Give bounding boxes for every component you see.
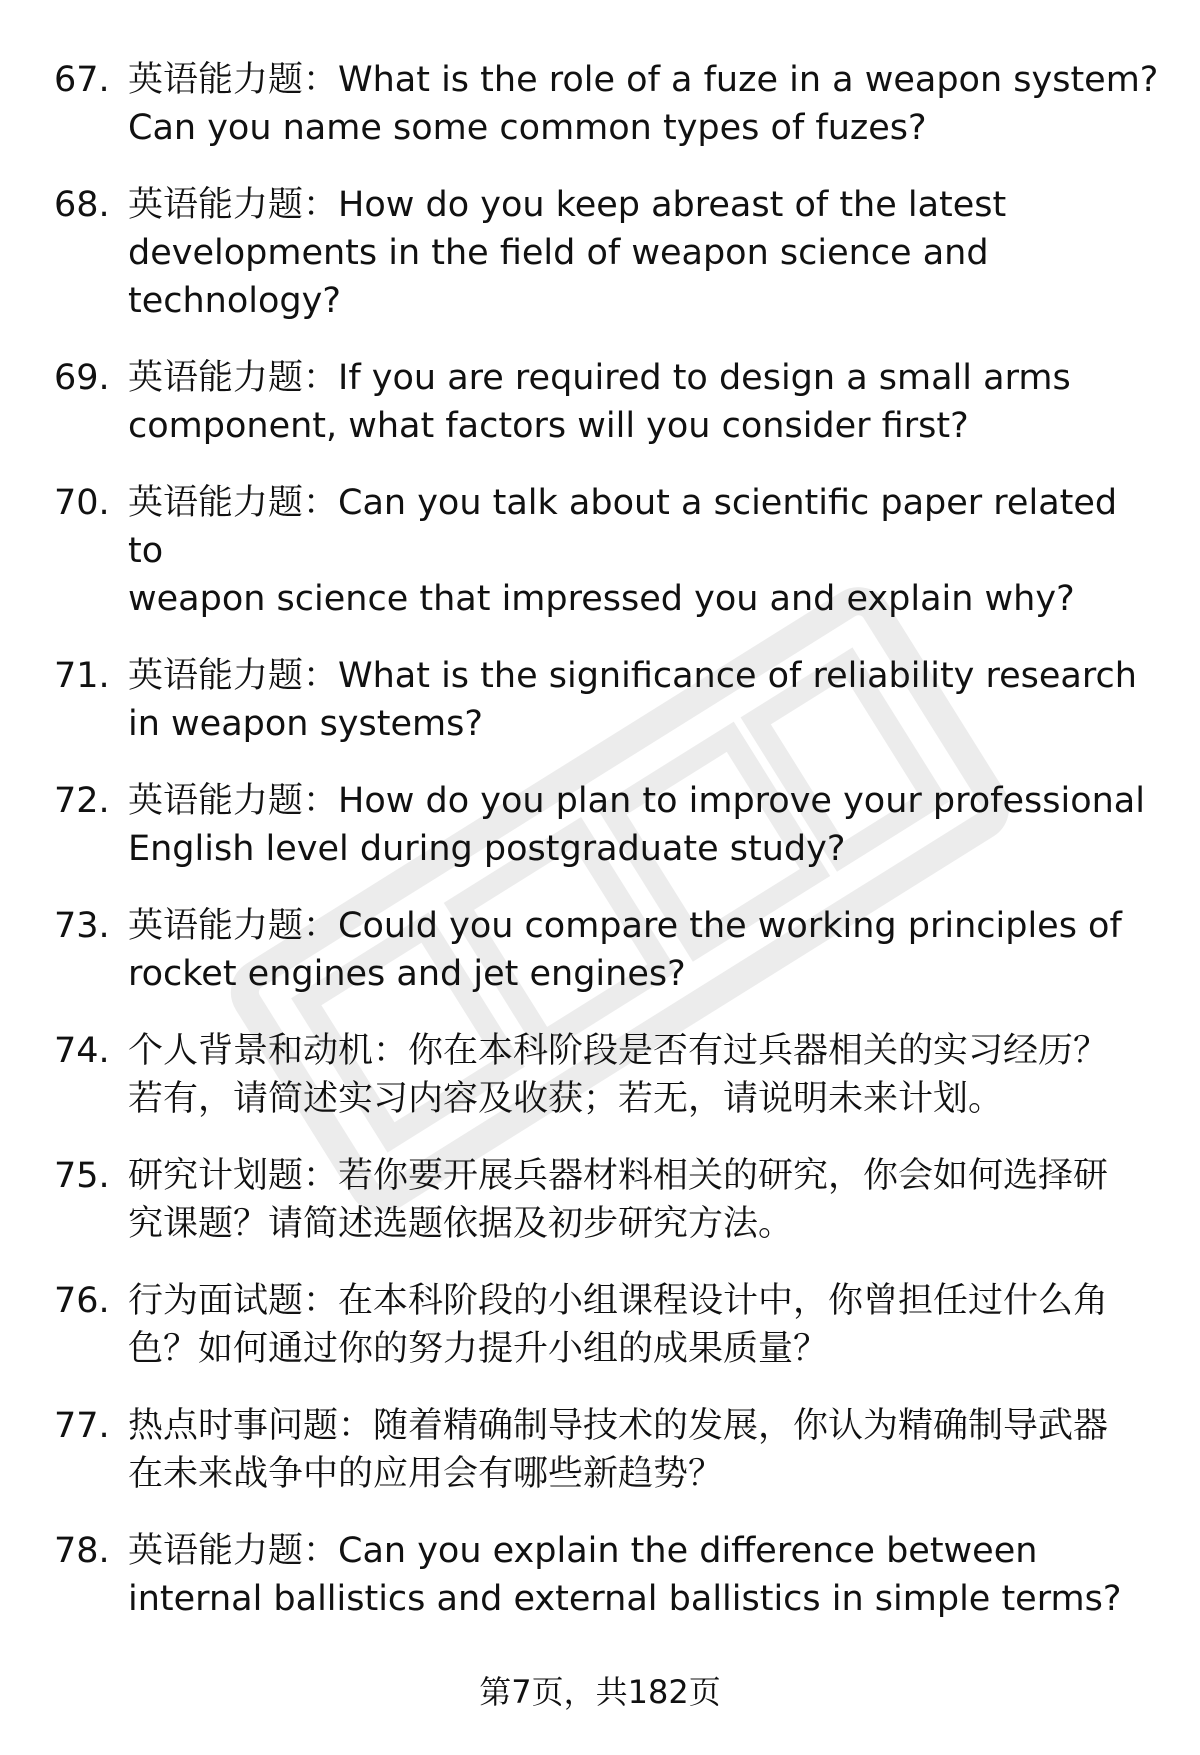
question-number: 73. bbox=[54, 906, 110, 946]
question-item bbox=[0, 1277, 1200, 1373]
question-text: 英语能力题：Can you explain the difference between internal ballistics and external ballistics in simple terms? bbox=[128, 1531, 1122, 1619]
question-number: 71. bbox=[54, 656, 110, 696]
question-number: 76. bbox=[54, 1281, 110, 1321]
question-text: 热点时事问题：随着精确制导技术的发展，你认为精确制导武器 在未来战争中的应用会有哪些新趋势？ bbox=[128, 1406, 1109, 1494]
question-item bbox=[0, 652, 1200, 748]
question-text: 英语能力题：How do you plan to improve your professional English level during postgraduate study? bbox=[128, 781, 1145, 869]
question-number: 78. bbox=[54, 1531, 110, 1571]
question-item bbox=[0, 1527, 1200, 1623]
question-list bbox=[0, 56, 1200, 1652]
question-item bbox=[0, 777, 1200, 873]
question-text: 英语能力题：What is the role of a fuze in a weapon system? Can you name some common types of fuzes? bbox=[128, 60, 1159, 148]
question-text: 英语能力题：If you are required to design a small arms component, what factors will you consider first? bbox=[128, 358, 1071, 446]
question-text: 英语能力题：What is the significance of reliability research in weapon systems? bbox=[128, 656, 1137, 744]
question-item bbox=[0, 902, 1200, 998]
question-number: 68. bbox=[54, 185, 110, 225]
question-number: 69. bbox=[54, 358, 110, 398]
question-text: 个人背景和动机：你在本科阶段是否有过兵器相关的实习经历？ 若有，请简述实习内容及收获；若无，请说明未来计划。 bbox=[128, 1031, 1109, 1119]
question-number: 72. bbox=[54, 781, 110, 821]
question-number: 70. bbox=[54, 483, 110, 523]
question-item bbox=[0, 1402, 1200, 1498]
question-text: 行为面试题：在本科阶段的小组课程设计中，你曾担任过什么角 色？如何通过你的努力提升小组的成果质量？ bbox=[128, 1281, 1109, 1369]
question-number: 75. bbox=[54, 1156, 110, 1196]
question-text: 英语能力题：How do you keep abreast of the latest developments in the field of weapon science and technology? bbox=[128, 185, 1007, 321]
question-item bbox=[0, 479, 1200, 623]
question-item bbox=[0, 354, 1200, 450]
question-item bbox=[0, 181, 1200, 325]
question-number: 67. bbox=[54, 60, 110, 100]
question-text: 研究计划题：若你要开展兵器材料相关的研究，你会如何选择研 究课题？请简述选题依据及初步研究方法。 bbox=[128, 1156, 1109, 1244]
question-text: 英语能力题：Could you compare the working principles of rocket engines and jet engines? bbox=[128, 906, 1122, 994]
question-item bbox=[0, 56, 1200, 152]
question-item bbox=[0, 1152, 1200, 1248]
question-number: 74. bbox=[54, 1031, 110, 1071]
question-item bbox=[0, 1027, 1200, 1123]
question-text: 英语能力题：Can you talk about a scientific paper related to weapon science that impressed you and explain why? bbox=[128, 483, 1118, 619]
page-number-footer: 第7页，共182页 bbox=[479, 1673, 721, 1711]
question-number: 77. bbox=[54, 1406, 110, 1446]
